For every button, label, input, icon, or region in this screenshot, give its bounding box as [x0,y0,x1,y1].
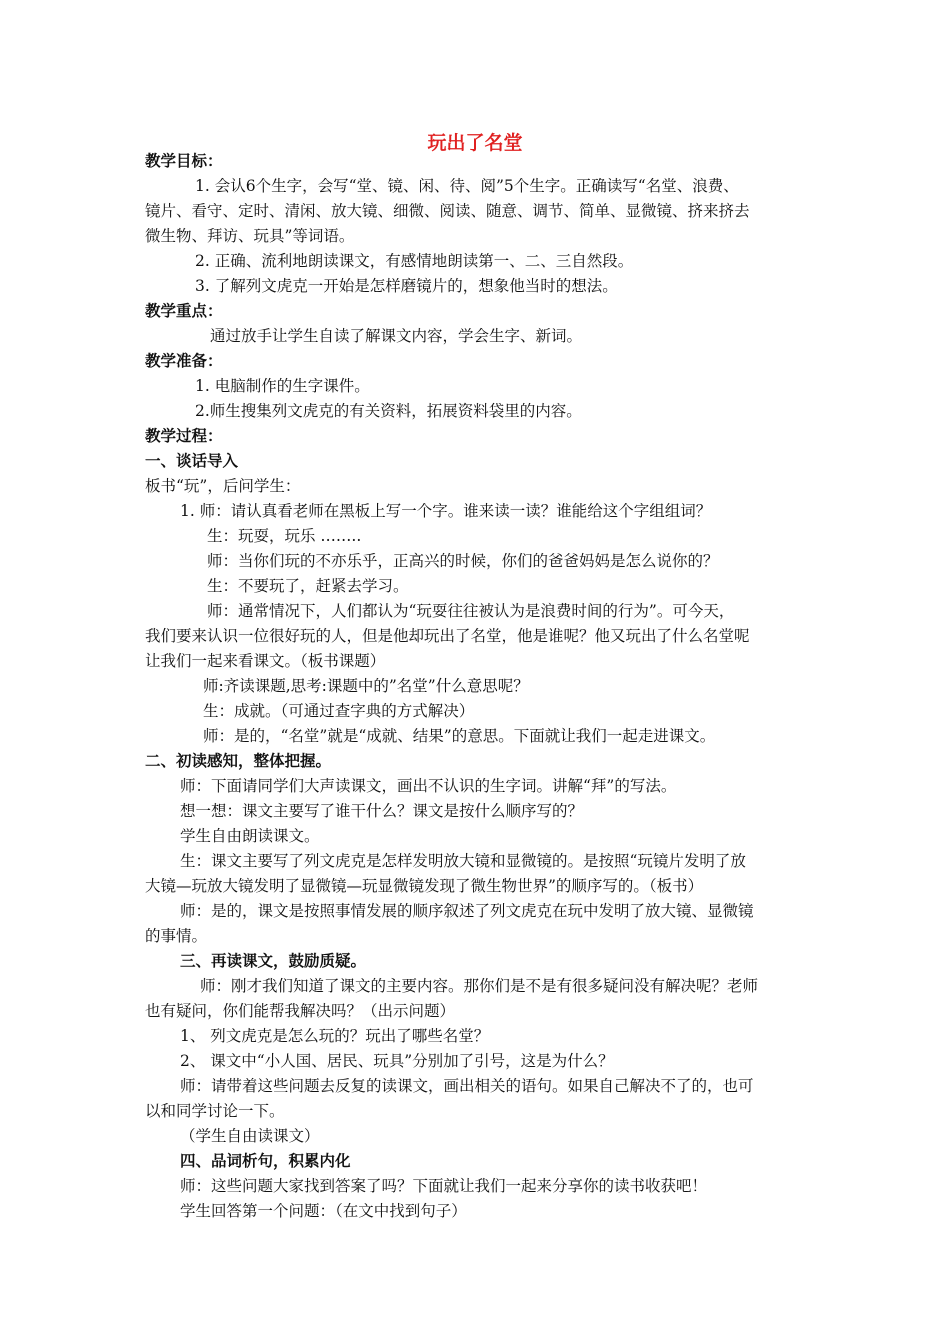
text-line: 的事情。 [145,927,208,945]
text-line: 生：玩耍，玩乐 …….. [207,527,362,545]
heading-objectives: 教学目标： [145,152,223,170]
text-line: 1. 师：请认真看老师在黑板上写一个字。谁来读一读？谁能给这个字组组词？ [180,502,712,520]
text-line: 生：成就。（可通过查字典的方式解决） [203,702,475,720]
heading-preparation: 教学准备： [145,352,223,370]
heading-process: 教学过程： [145,427,223,445]
document-title: 玩出了名堂 [427,132,523,154]
text-line: 师：下面请同学们大声读课文，画出不认识的生字词。讲解“拜”的写法。 [180,777,677,795]
text-line: 师：请带着这些问题去反复的读课文，画出相关的语句。如果自己解决不了的，也可 [180,1077,754,1095]
text-line: 1. 会认6个生字，会写“堂、镜、闲、待、阅”5个生字。正确读写“名堂、浪费、 [195,177,739,195]
text-line: 通过放手让学生自读了解课文内容，学会生字、新词。 [210,327,583,345]
text-line: 师：当你们玩的不亦乐乎，正高兴的时候，你们的爸爸妈妈是怎么说你的？ [207,552,719,570]
text-line: 2. 正确、流利地朗读课文，有感情地朗读第一、二、三自然段。 [195,252,634,270]
text-line: 师：是的，“名堂”就是“成就、结果”的意思。下面就让我们一起走进课文。 [203,727,716,745]
text-line: 生：课文主要写了列文虎克是怎样发明放大镜和显微镜的。是按照“玩镜片发明了放 [180,852,746,870]
text-line: 生：不要玩了，赶紧去学习。 [207,577,409,595]
text-line: 师：这些问题大家找到答案了吗？下面就让我们一起来分享你的读书收获吧！ [180,1177,708,1195]
text-line: 微生物、拜访、玩具”等词语。 [145,227,355,245]
text-line: 师：刚才我们知道了课文的主要内容。那你们是不是有很多疑问没有解决呢？老师 [200,977,759,995]
text-line: （学生自由读课文） [180,1127,320,1145]
section-heading-1: 一、谈话导入 [145,452,239,470]
text-line: 我们要来认识一位很好玩的人，但是他却玩出了名堂，他是谁呢？他又玩出了什么名堂呢 [145,627,750,645]
text-line: 让我们一起来看课文。（板书课题） [145,652,386,670]
text-line: 也有疑问，你们能帮我解决吗？（出示问题） [145,1002,456,1020]
text-line: 学生回答第一个问题：（在文中找到句子） [180,1202,467,1220]
text-line: 师:齐读课题,思考:课题中的”名堂”什么意思呢？ [203,677,529,695]
heading-key-points: 教学重点： [145,302,223,320]
text-line: 2.师生搜集列文虎克的有关资料，拓展资料袋里的内容。 [195,402,582,420]
text-line: 大镜—玩放大镜发明了显微镜—玩显微镜发现了微生物世界”的顺序写的。（板书） [145,877,704,895]
section-heading-3: 三、再读课文，鼓励质疑。 [180,952,367,970]
text-line: 师：是的，课文是按照事情发展的顺序叙述了列文虎克在玩中发明了放大镜、显微镜 [180,902,754,920]
section-heading-4: 四、品词析句，积累内化 [180,1152,351,1170]
text-line: 3. 了解列文虎克一开始是怎样磨镜片的，想象他当时的想法。 [195,277,618,295]
text-line: 2、 课文中“小人国、居民、玩具”分别加了引号，这是为什么？ [180,1052,614,1070]
text-line: 师：通常情况下，人们都认为“玩耍往往被认为是浪费时间的行为”。可今天， [207,602,735,620]
text-line: 学生自由朗读课文。 [180,827,320,845]
text-line: 1. 电脑制作的生字课件。 [195,377,370,395]
text-line: 1、 列文虎克是怎么玩的？玩出了哪些名堂？ [180,1027,490,1045]
text-line: 板书“玩”，后问学生： [145,477,301,495]
section-heading-2: 二、初读感知，整体把握。 [145,752,332,770]
text-line: 想一想：课文主要写了谁干什么？课文是按什么顺序写的？ [180,802,584,820]
text-line: 以和同学讨论一下。 [145,1102,285,1120]
text-line: 镜片、看守、定时、清闲、放大镜、细微、阅读、随意、调节、简单、显微镜、挤来挤去 [145,202,750,220]
